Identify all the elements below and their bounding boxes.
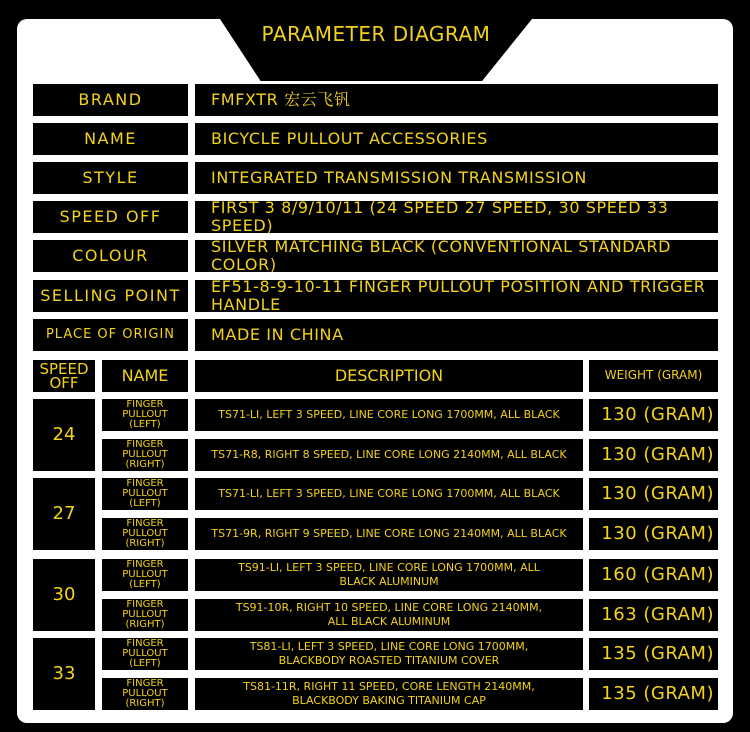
header-description bbox=[195, 360, 583, 392]
description-cell-text: TS71-R8, RIGHT 8 SPEED, LINE CORE LONG 2140MM, ALL BLACK bbox=[211, 448, 567, 461]
speed-cell bbox=[33, 559, 95, 631]
weight-cell bbox=[589, 439, 718, 471]
name-cell-text: FINGER PULLOUT (RIGHT) bbox=[122, 678, 168, 709]
header-speed-text: SPEED OFF bbox=[39, 360, 89, 392]
weight-cell-text: 160 (GRAM) bbox=[601, 564, 714, 586]
description-cell bbox=[195, 599, 583, 631]
name-cell bbox=[102, 559, 188, 591]
spec-value-text: INTEGRATED TRANSMISSION TRANSMISSION bbox=[211, 168, 587, 188]
spec-label bbox=[33, 319, 188, 351]
header-name bbox=[102, 360, 188, 392]
speed-cell-text: 27 bbox=[52, 503, 76, 525]
description-cell bbox=[195, 638, 583, 670]
name-cell bbox=[102, 638, 188, 670]
name-cell bbox=[102, 478, 188, 510]
spec-value bbox=[195, 237, 718, 274]
spec-label bbox=[33, 201, 188, 233]
description-cell bbox=[195, 478, 583, 510]
name-cell-text: FINGER PULLOUT (LEFT) bbox=[122, 478, 168, 509]
name-cell bbox=[102, 439, 188, 471]
header-weight bbox=[589, 360, 718, 392]
spec-value-text: EF51-8-9-10-11 FINGER PULLOUT POSITION AND TRIGGER HANDLE bbox=[211, 277, 706, 314]
description-cell bbox=[195, 518, 583, 550]
description-cell bbox=[195, 559, 583, 591]
weight-cell-text: 135 (GRAM) bbox=[601, 683, 714, 705]
description-cell bbox=[195, 439, 583, 471]
spec-label bbox=[33, 123, 188, 155]
speed-cell bbox=[33, 478, 95, 550]
spec-label-text: SELLING POINT bbox=[40, 286, 181, 306]
weight-cell-text: 130 (GRAM) bbox=[601, 523, 714, 545]
name-cell-text: FINGER PULLOUT (LEFT) bbox=[122, 399, 168, 430]
spec-label-text: COLOUR bbox=[72, 246, 149, 266]
description-cell bbox=[195, 399, 583, 431]
description-cell-text: TS71-LI, LEFT 3 SPEED, LINE CORE LONG 1700MM, ALL BLACK bbox=[218, 408, 560, 421]
description-cell-text: TS91-LI, LEFT 3 SPEED, LINE CORE LONG 1700MM, ALL BLACK ALUMINUM bbox=[238, 561, 540, 588]
spec-value-text: FMFXTR 宏云飞钒 bbox=[211, 90, 351, 110]
spec-value bbox=[195, 319, 718, 351]
weight-cell bbox=[589, 638, 718, 670]
spec-label-text: BRAND bbox=[78, 90, 143, 110]
description-cell bbox=[195, 678, 583, 710]
speed-cell-text: 33 bbox=[52, 663, 76, 685]
spec-value bbox=[195, 123, 718, 155]
weight-cell bbox=[589, 678, 718, 710]
name-cell-text: FINGER PULLOUT (LEFT) bbox=[122, 559, 168, 590]
description-cell-text: TS81-11R, RIGHT 11 SPEED, CORE LENGTH 2140MM, BLACKBODY BAKING TITANIUM CAP bbox=[243, 680, 535, 707]
spec-value-text: BICYCLE PULLOUT ACCESSORIES bbox=[211, 129, 488, 149]
name-cell bbox=[102, 599, 188, 631]
spec-value-text: FIRST 3 8/9/10/11 (24 SPEED 27 SPEED, 30 SPEED 33 SPEED) bbox=[211, 198, 669, 235]
weight-cell bbox=[589, 518, 718, 550]
spec-label-text: STYLE bbox=[82, 168, 139, 188]
weight-cell bbox=[589, 399, 718, 431]
name-cell-text: FINGER PULLOUT (RIGHT) bbox=[122, 599, 168, 630]
weight-cell bbox=[589, 599, 718, 631]
name-cell bbox=[102, 518, 188, 550]
description-cell-text: TS71-9R, RIGHT 9 SPEED, LINE CORE LONG 2140MM, ALL BLACK bbox=[211, 527, 567, 540]
spec-label bbox=[33, 240, 188, 272]
spec-value bbox=[195, 277, 718, 314]
spec-value bbox=[195, 84, 718, 116]
description-cell-text: TS71-LI, LEFT 3 SPEED, LINE CORE LONG 1700MM, ALL BLACK bbox=[218, 487, 560, 500]
weight-cell-text: 135 (GRAM) bbox=[601, 643, 714, 665]
weight-cell bbox=[589, 478, 718, 510]
header-description-text: DESCRIPTION bbox=[334, 366, 444, 386]
page-title: PARAMETER DIAGRAM bbox=[261, 22, 491, 46]
name-cell-text: FINGER PULLOUT (LEFT) bbox=[122, 638, 168, 669]
weight-cell-text: 130 (GRAM) bbox=[601, 404, 714, 426]
spec-value bbox=[195, 162, 718, 194]
spec-label bbox=[33, 84, 188, 116]
name-cell bbox=[102, 678, 188, 710]
name-cell-text: FINGER PULLOUT (RIGHT) bbox=[122, 518, 168, 549]
spec-label bbox=[33, 162, 188, 194]
spec-label bbox=[33, 280, 188, 312]
speed-cell-text: 24 bbox=[52, 424, 76, 446]
speed-cell-text: 30 bbox=[52, 584, 76, 606]
spec-value bbox=[195, 198, 718, 235]
weight-cell-text: 130 (GRAM) bbox=[601, 444, 714, 466]
description-cell-text: TS81-LI, LEFT 3 SPEED, LINE CORE LONG 1700MM, BLACKBODY ROASTED TITANIUM COVER bbox=[249, 640, 529, 667]
description-cell-text: TS91-10R, RIGHT 10 SPEED, LINE CORE LONG 2140MM, ALL BLACK ALUMINUM bbox=[235, 601, 543, 628]
spec-value-text: SILVER MATCHING BLACK (CONVENTIONAL STANDARD COLOR) bbox=[211, 237, 672, 274]
speed-cell bbox=[33, 399, 95, 471]
spec-label-text: PLACE OF ORIGIN bbox=[45, 326, 176, 342]
weight-cell bbox=[589, 559, 718, 591]
spec-label-text: NAME bbox=[84, 129, 137, 149]
spec-label-text: SPEED OFF bbox=[59, 207, 162, 227]
header-weight-text: WEIGHT (GRAM) bbox=[604, 368, 703, 383]
speed-cell bbox=[33, 638, 95, 710]
header-speed bbox=[33, 360, 95, 392]
name-cell bbox=[102, 399, 188, 431]
header-name-text: NAME bbox=[121, 366, 169, 386]
weight-cell-text: 163 (GRAM) bbox=[601, 604, 714, 626]
spec-value-text: MADE IN CHINA bbox=[211, 325, 344, 345]
name-cell-text: FINGER PULLOUT (RIGHT) bbox=[122, 439, 168, 470]
weight-cell-text: 130 (GRAM) bbox=[601, 483, 714, 505]
